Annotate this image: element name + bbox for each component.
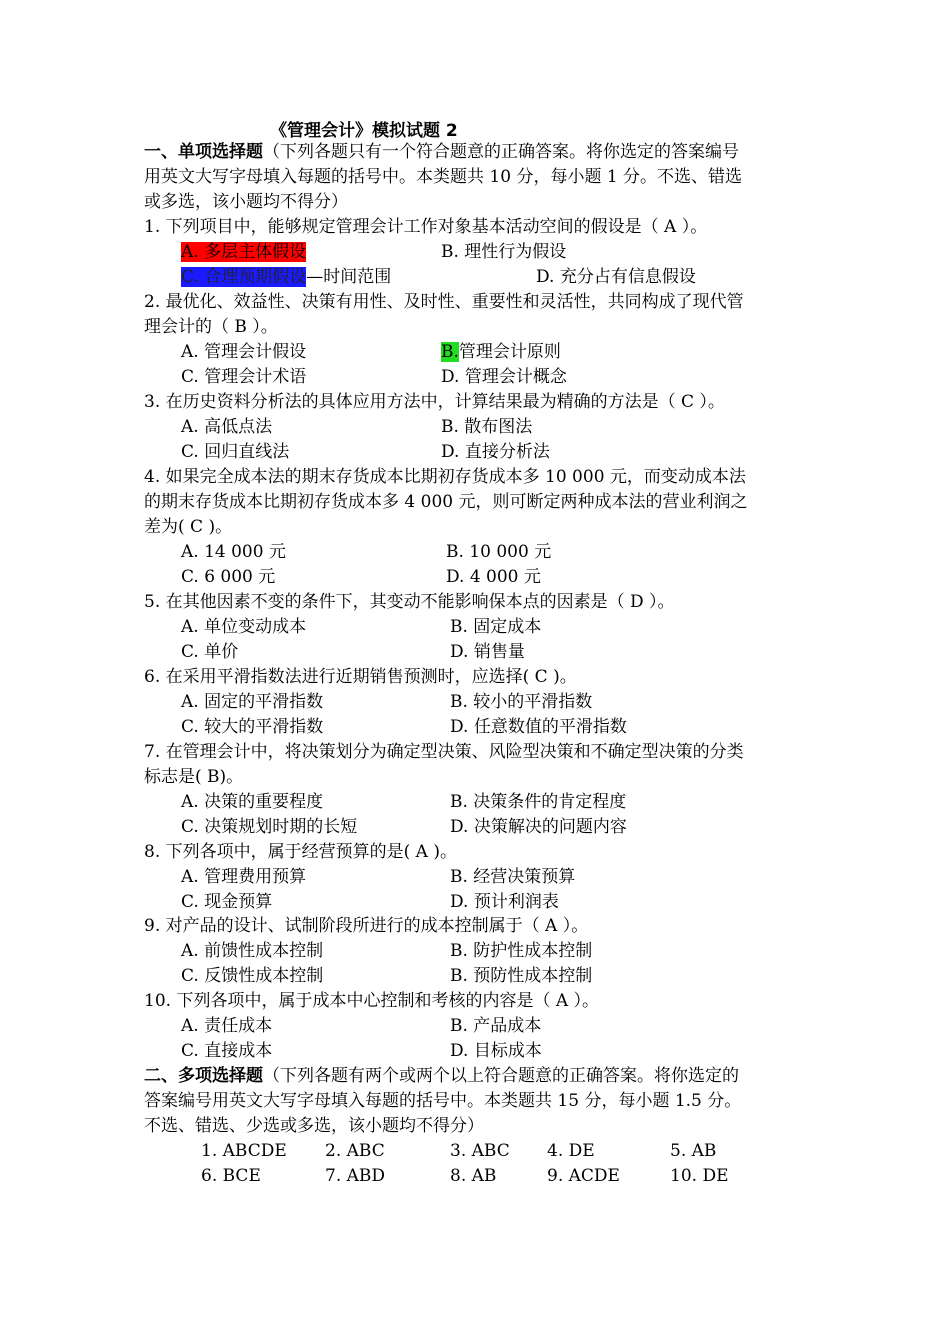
- question-9-option-c: C. 反馈性成本控制: [181, 966, 324, 986]
- question-3-option-d: D. 直接分析法: [441, 442, 550, 462]
- question-4-option-a: A. 14 000 元: [181, 542, 286, 562]
- question-6-option-c: C. 较大的平滑指数: [181, 717, 324, 737]
- question-4-stem-line1: 4. 如果完全成本法的期末存货成本比期初存货成本多 10 000 元，而变动成本法: [144, 467, 746, 487]
- question-10-option-c: C. 直接成本: [181, 1041, 273, 1061]
- section2-intro-line2: 答案编号用英文大写字母填入每题的括号中。本类题共 15 分，每小题 1.5 分。: [144, 1091, 742, 1111]
- question-9-option-b: B. 防护性成本控制: [450, 941, 593, 961]
- question-2-option-b: B.管理会计原则: [441, 342, 561, 362]
- answer-7: 7. ABD: [325, 1166, 386, 1186]
- question-10-stem: 10. 下列各项中，属于成本中心控制和考核的内容是（ A ）。: [144, 991, 600, 1011]
- section2-heading: 二、多项选择题: [144, 1066, 263, 1086]
- section2-intro-line3: 不选、错选、少选或多选，该小题均不得分）: [144, 1116, 484, 1136]
- question-5-option-b: B. 固定成本: [450, 617, 542, 637]
- answer-4: 4. DE: [547, 1141, 595, 1161]
- question-4-option-d: D. 4 000 元: [446, 567, 541, 587]
- question-10-option-a: A. 责任成本: [181, 1016, 273, 1036]
- question-1-option-c: C. 合理预期假设—时间范围: [181, 267, 392, 287]
- section1-heading: 一、单项选择题: [144, 142, 263, 162]
- question-4-stem-line2: 的期末存货成本比期初存货成本多 4 000 元，则可断定两种成本法的营业利润之: [144, 492, 748, 512]
- question-7-stem-line1: 7. 在管理会计中，将决策划分为确定型决策、风险型决策和不确定型决策的分类: [144, 742, 744, 762]
- question-7-option-a: A. 决策的重要程度: [181, 792, 324, 812]
- answer-5: 5. AB: [670, 1141, 717, 1161]
- question-3-option-a: A. 高低点法: [181, 417, 273, 437]
- question-8-option-a: A. 管理费用预算: [181, 867, 307, 887]
- question-5-option-d: D. 销售量: [450, 642, 525, 662]
- section1-intro-line3: 或多选，该小题均不得分）: [144, 192, 348, 212]
- question-1-option-d: D. 充分占有信息假设: [536, 267, 696, 287]
- question-6-stem: 6. 在采用平滑指数法进行近期销售预测时，应选择( C )。: [144, 667, 577, 687]
- question-6-option-a: A. 固定的平滑指数: [181, 692, 324, 712]
- question-7-stem-line2: 标志是( B)。: [144, 767, 244, 787]
- question-4-option-c: C. 6 000 元: [181, 567, 276, 587]
- answer-8: 8. AB: [450, 1166, 497, 1186]
- question-5-option-c: C. 单价: [181, 642, 239, 662]
- question-7-option-c: C. 决策规划时期的长短: [181, 817, 358, 837]
- answer-6: 6. BCE: [201, 1166, 261, 1186]
- question-4-option-b: B. 10 000 元: [446, 542, 552, 562]
- question-8-stem: 8. 下列各项中，属于经营预算的是( A )。: [144, 842, 457, 862]
- question-8-option-d: D. 预计利润表: [450, 892, 559, 912]
- section2-intro-line1: 二、多项选择题（下列各题有两个或两个以上符合题意的正确答案。将你选定的: [144, 1066, 739, 1086]
- answer-10: 10. DE: [670, 1166, 729, 1186]
- answer-3: 3. ABC: [450, 1141, 510, 1161]
- section1-intro-line1: 一、单项选择题（下列各题只有一个符合题意的正确答案。将你选定的答案编号: [144, 142, 739, 162]
- question-9-option-d: B. 预防性成本控制: [450, 966, 593, 986]
- question-6-option-b: B. 较小的平滑指数: [450, 692, 593, 712]
- question-3-stem: 3. 在历史资料分析法的具体应用方法中，计算结果最为精确的方法是（ C ）。: [144, 392, 725, 412]
- question-5-stem: 5. 在其他因素不变的条件下，其变动不能影响保本点的因素是（ D ）。: [144, 592, 675, 612]
- section1-intro-line2: 用英文大写字母填入每题的括号中。本类题共 10 分，每小题 1 分。不选、错选: [144, 167, 743, 187]
- answer-2: 2. ABC: [325, 1141, 385, 1161]
- question-2-option-a: A. 管理会计假设: [181, 342, 307, 362]
- question-5-option-a: A. 单位变动成本: [181, 617, 307, 637]
- question-1-stem: 1. 下列项目中，能够规定管理会计工作对象基本活动空间的假设是（ A ）。: [144, 217, 708, 237]
- question-2-option-c: C. 管理会计术语: [181, 367, 307, 387]
- answer-1: 1. ABCDE: [201, 1141, 287, 1161]
- question-2-stem-line2: 理会计的（ B ）。: [144, 317, 278, 337]
- question-7-option-d: D. 决策解决的问题内容: [450, 817, 627, 837]
- question-6-option-d: D. 任意数值的平滑指数: [450, 717, 627, 737]
- question-3-option-c: C. 回归直线法: [181, 442, 290, 462]
- question-7-option-b: B. 决策条件的肯定程度: [450, 792, 627, 812]
- question-10-option-d: D. 目标成本: [450, 1041, 542, 1061]
- question-10-option-b: B. 产品成本: [450, 1016, 542, 1036]
- question-4-stem-line3: 差为( C )。: [144, 517, 233, 537]
- question-8-option-c: C. 现金预算: [181, 892, 273, 912]
- page-title: 《管理会计》模拟试题 2: [270, 121, 458, 141]
- question-9-stem: 9. 对产品的设计、试制阶段所进行的成本控制属于（ A ）。: [144, 916, 589, 936]
- question-3-option-b: B. 散布图法: [441, 417, 533, 437]
- question-2-option-d: D. 管理会计概念: [441, 367, 567, 387]
- question-1-option-b: B. 理性行为假设: [441, 242, 567, 262]
- question-9-option-a: A. 前馈性成本控制: [181, 941, 324, 961]
- question-2-stem-line1: 2. 最优化、效益性、决策有用性、及时性、重要性和灵活性，共同构成了现代管: [144, 292, 744, 312]
- answer-9: 9. ACDE: [547, 1166, 620, 1186]
- question-8-option-b: B. 经营决策预算: [450, 867, 576, 887]
- question-1-option-a: A. 多层主体假设: [181, 242, 307, 262]
